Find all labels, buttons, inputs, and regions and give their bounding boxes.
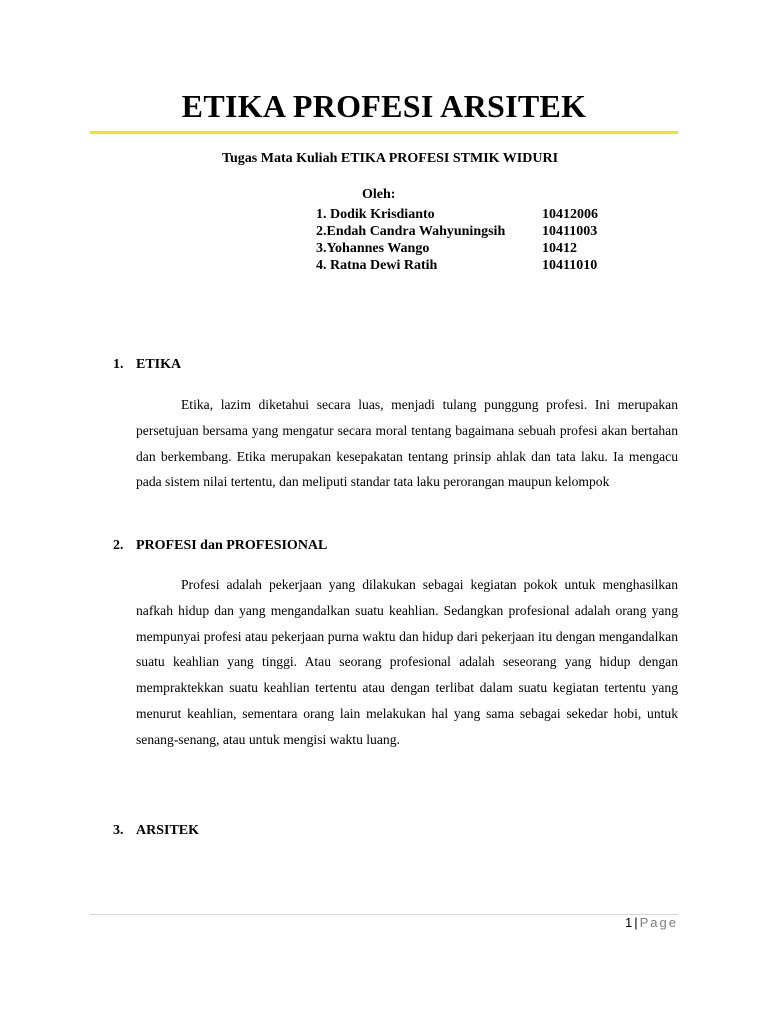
section-paragraph-etika: Etika, lazim diketahui secara luas, menjadi tulang punggung profesi. Ini merupakan persetujuan bersama yang mengatur secara moral tentang bagaimana sebuah profesi akan bertahan dan berkembang. Etika merupakan kesepakatan tentang prinsip ahlak dan tata laku. Ia mengacu pada sistem nilai tertentu, dan meliputi standar tata laku perorangan maupun kelompok bbox=[136, 397, 678, 490]
author-row bbox=[316, 223, 598, 240]
section-title: ARSITEK bbox=[136, 823, 200, 838]
author-list bbox=[316, 206, 598, 274]
section-heading-etika bbox=[113, 357, 181, 373]
author-name: 2.Endah Candra Wahyuningsih bbox=[316, 224, 506, 239]
section-number: 1. bbox=[113, 357, 124, 372]
author-row bbox=[316, 206, 598, 223]
author-row bbox=[316, 257, 598, 274]
section-paragraph-profesi: Profesi adalah pekerjaan yang dilakukan sebagai kegiatan pokok untuk menghasilkan nafkah hidup dan yang mengandalkan suatu keahlian. Sedangkan profesional adalah orang yang mempunyai profesi atau pekerjaan purna waktu dan hidup dari pekerjaan itu dengan mengandalkan suatu keahlian yang tinggi. Atau seorang profesional adalah seseorang yang hidup dengan mempraktekkan suatu keahlian tertentu atau dengan terlibat dalam suatu kegiatan tertentu yang menurut keahlian, sementara orang lain melakukan hal yang sama sebagai sekedar hobi, untuk senang-senang, atau untuk mengisi waktu luang. bbox=[136, 577, 678, 747]
author-name: 4. Ratna Dewi Ratih bbox=[316, 258, 438, 273]
author-id: 10412006 bbox=[542, 207, 598, 222]
author-row bbox=[316, 240, 598, 257]
author-id: 10411003 bbox=[542, 224, 598, 239]
author-id: 10411010 bbox=[542, 258, 598, 273]
document-title: ETIKA PROFESI ARSITEK bbox=[181, 88, 587, 124]
title-underline bbox=[90, 131, 678, 134]
page-footer bbox=[625, 915, 678, 930]
section-number: 2. bbox=[113, 538, 124, 553]
author-name: 1. Dodik Krisdianto bbox=[316, 207, 435, 222]
oleh-label: Oleh: bbox=[362, 187, 396, 202]
section-title: PROFESI dan PROFESIONAL bbox=[136, 538, 328, 553]
page-number: 1 bbox=[625, 915, 633, 930]
page-label: Page bbox=[639, 915, 678, 930]
section-number: 3. bbox=[113, 823, 124, 838]
section-title: ETIKA bbox=[136, 357, 182, 372]
footer-separator: | bbox=[634, 915, 638, 930]
document-subtitle: Tugas Mata Kuliah ETIKA PROFESI STMIK WIDURI bbox=[221, 151, 559, 166]
author-id: 10412 bbox=[542, 241, 577, 256]
section-heading-profesi bbox=[113, 538, 327, 554]
footer-divider bbox=[90, 914, 678, 915]
section-heading-arsitek bbox=[113, 823, 199, 839]
author-name: 3.Yohannes Wango bbox=[316, 241, 430, 256]
